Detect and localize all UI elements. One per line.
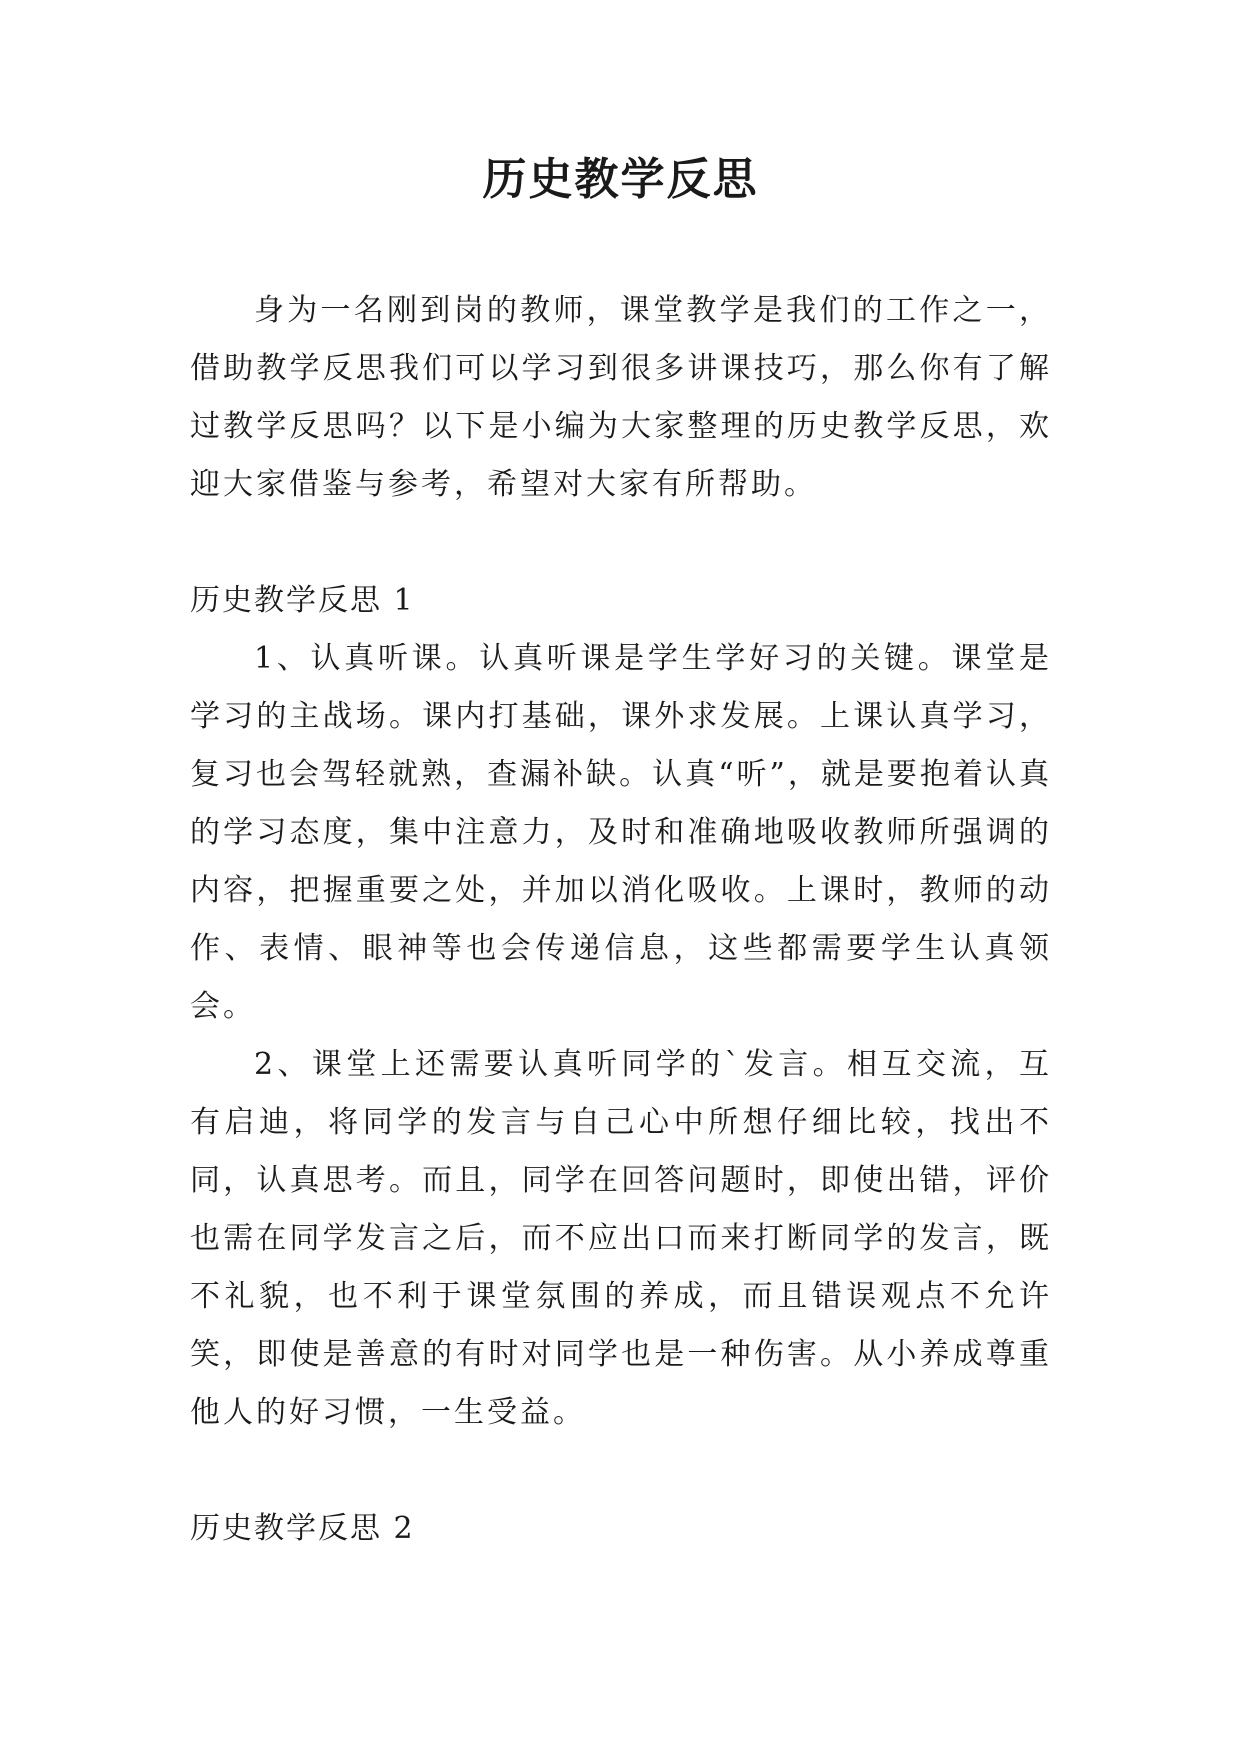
section-1-paragraph-2: 2、课堂上还需要认真听同学的`发言。相互交流，互有启迪，将同学的发言与自己心中所想仔细比较，找出不同，认真思考。而且，同学在回答问题时，即使出错，评价也需在同学发言之后，而不应出口而来打断同学的发言，既不礼貌，也不利于课堂氛围的养成，而且错误观点不允许笑，即使是善意的有时对同学也是一种伤害。从小养成尊重他人的好习惯，一生受益。 xyxy=(190,1047,1052,1430)
section-heading-2: 历史教学反思 2 xyxy=(190,1511,415,1546)
section-1-paragraph-1: 1、认真听课。认真听课是学生学好习的关键。课堂是学习的主战场。课内打基础，课外求发展。上课认真学习，复习也会驾轻就熟，查漏补缺。认真“听”，就是要抱着认真的学习态度，集中注意力，及时和准确地吸收教师所强调的内容，把握重要之处，并加以消化吸收。上课时，教师的动作、表情、眼神等也会传递信息，这些都需要学生认真领会。 xyxy=(190,641,1052,1024)
intro-paragraph: 身为一名刚到岗的教师，课堂教学是我们的工作之一，借助教学反思我们可以学习到很多讲课技巧，那么你有了解过教学反思吗？以下是小编为大家整理的历史教学反思，欢迎大家借鉴与参考，希望对大家有所帮助。 xyxy=(190,293,1052,502)
document-body xyxy=(190,282,1052,1558)
document-title: 历史教学反思 xyxy=(482,154,759,205)
section-heading-1: 历史教学反思 1 xyxy=(190,583,415,618)
